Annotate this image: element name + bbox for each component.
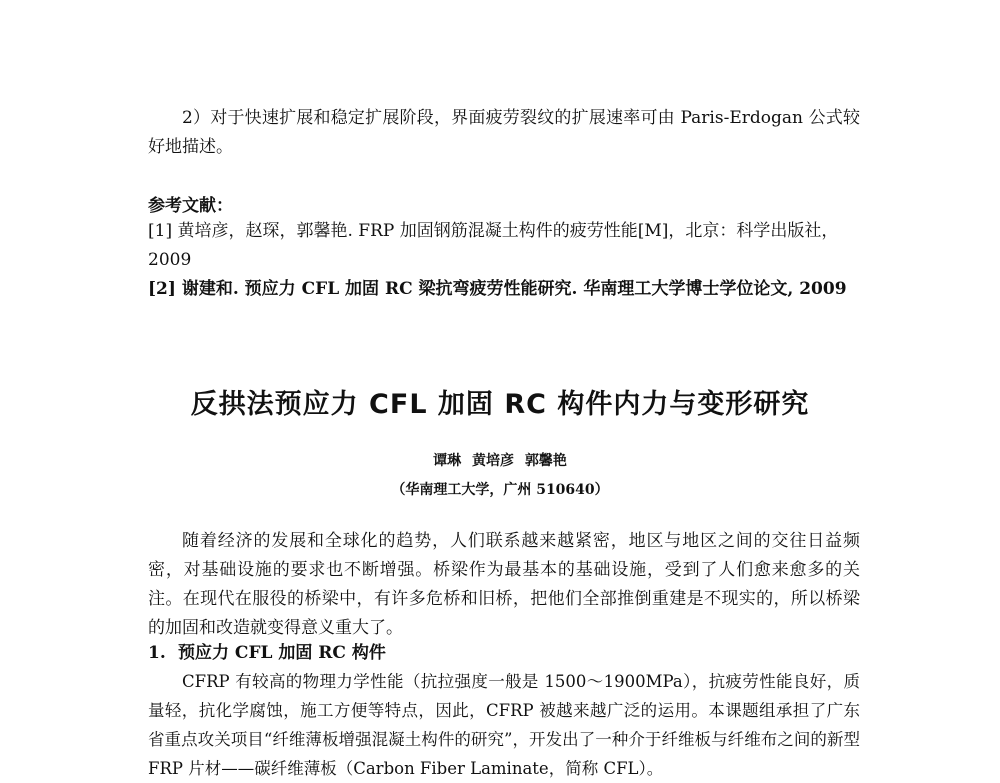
conclusion-paragraph: 2）对于快速扩展和稳定扩展阶段，界面疲劳裂纹的扩展速率可由 Paris-Erdogan 公式较好地描述。 <box>148 108 860 157</box>
article-authors: 谭琳 黄培彦 郭馨艳 <box>433 453 567 469</box>
section-paragraph: CFRP 有较高的物理力学性能（抗拉强度一般是 1500～1900MPa），抗疲劳性能良好，质量轻，抗化学腐蚀，施工方便等特点，因此，CFRP 被越来越广泛的运用。本课题组承担了广东省重点攻关项目“纤维薄板增强混凝土构件的研究”，开发出了一种介于纤维板与纤维布之间的新型 FRP 片材——碳纤维薄板（Carbon Fiber Laminate，简称 CFL）。 <box>148 672 860 778</box>
section-number: 1. <box>148 643 166 663</box>
article-title: 反拱法预应力 CFL 加固 RC 构件内力与变形研究 <box>190 389 810 420</box>
reference-item: [2] 谢建和. 预应力 CFL 加固 RC 梁抗弯疲劳性能研究. 华南理工大学博士学位论文, 2009 <box>148 279 847 299</box>
references-heading: 参考文献： <box>148 196 233 216</box>
section-title: 预应力 CFL 加固 RC 构件 <box>178 643 386 663</box>
reference-item: [1] 黄培彦，赵琛，郭馨艳. FRP 加固钢筋混凝土构件的疲劳性能[M]，北京：科学出版社，2009 <box>148 221 839 270</box>
article-affiliation: （华南理工大学，广州 510640） <box>391 482 609 498</box>
section-heading <box>148 638 386 663</box>
intro-paragraph: 随着经济的发展和全球化的趋势，人们联系越来越紧密，地区与地区之间的交往日益频密，对基础设施的要求也不断增强。桥梁作为最基本的基础设施，受到了人们愈来愈多的关注。在现代在服役的桥梁中，有许多危桥和旧桥，把他们全部推倒重建是不现实的，所以桥梁的加固和改造就变得意义重大了。 <box>148 531 860 638</box>
